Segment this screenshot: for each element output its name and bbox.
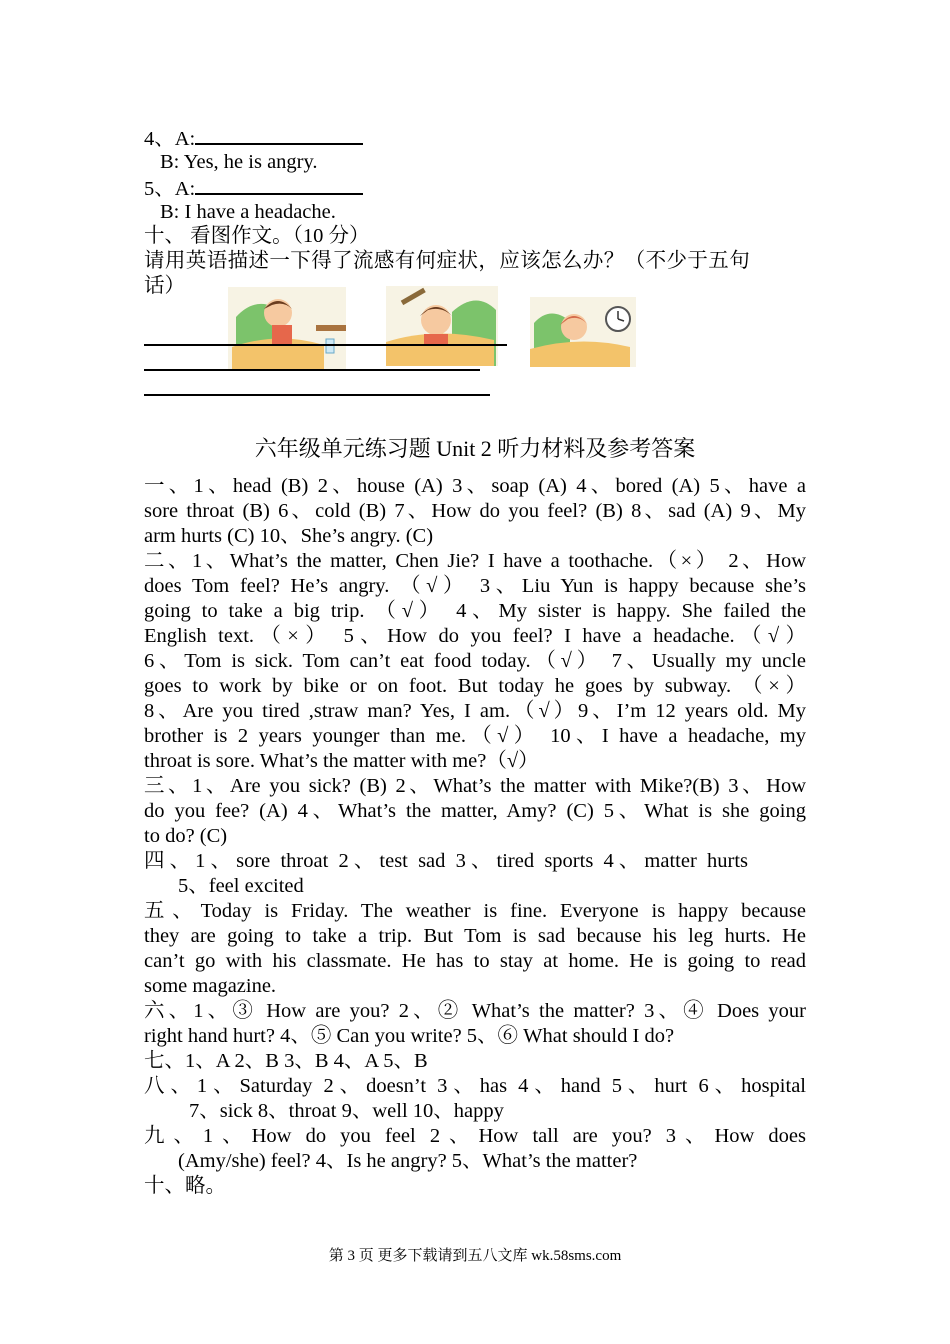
answer-blank[interactable] <box>195 175 363 195</box>
answer-line: 8、Are you tired ,straw man? Yes, I am.（√）9、I’m 12 years old. My <box>144 700 806 722</box>
question-4a: 4、A: <box>144 125 806 152</box>
answer-line: they are going to take a trip. But Tom is sad because his leg hurts. He <box>144 925 806 947</box>
answer-line: English text.（×） 5、How do you feel? I have a headache.（√） <box>144 625 806 647</box>
sick-boy-holding-head-illustration <box>386 286 498 366</box>
answer-line: 十、略。 <box>144 1175 226 1197</box>
sick-girl-by-clock-illustration <box>530 297 636 367</box>
answer-line: 六、1、③ How are you? 2、② What’s the matter? 3、④ Does your <box>144 1000 806 1022</box>
answer-line: 7、sick 8、throat 9、well 10、happy <box>189 1100 504 1122</box>
answer-line: right hand hurt? 4、⑤ Can you write? 5、⑥ What should I do? <box>144 1025 675 1047</box>
answer-line: 一、1、head (B) 2、house (A) 3、soap (A) 4、bored (A) 5、have a <box>144 475 806 497</box>
question-4b: B: Yes, he is angry. <box>160 151 318 173</box>
writing-line[interactable] <box>144 394 490 396</box>
page-footer: 第 3 页 更多下载请到五八文库 wk.58sms.com <box>328 1248 622 1264</box>
answer-line: does Tom feel? He’s angry. （√） 3、Liu Yun is happy because she’s <box>144 575 806 597</box>
writing-line[interactable] <box>144 344 507 346</box>
answer-line: 九、1、How do you feel 2、How tall are you? 3、How does <box>144 1125 806 1147</box>
sick-boy-in-bed-drinking-illustration <box>228 287 346 369</box>
answer-line: 二、1、What’s the matter, Chen Jie? I have a toothache.（×） 2、How <box>144 550 806 572</box>
section-10-title: 十、 看图作文。（10 分） <box>144 225 370 247</box>
answer-line: goes to work by bike or on foot. But today he goes by subway. （×） <box>144 675 806 697</box>
answer-line: going to take a big trip. （√） 4、My sister is happy. She failed the <box>144 600 806 622</box>
answer-line: 三、1、Are you sick? (B) 2、What’s the matter with Mike?(B) 3、How <box>144 775 806 797</box>
writing-line[interactable] <box>144 369 480 371</box>
question-5a: 5、A: <box>144 175 806 202</box>
answer-line: throat is sore. What’s the matter with me?（√） <box>144 750 539 772</box>
answer-line: 5、feel excited <box>178 875 304 897</box>
answer-line: sore throat (B) 6、cold (B) 7、How do you feel? (B) 8、sad (A) 9、My <box>144 500 806 522</box>
question-5b: B: I have a headache. <box>160 201 336 223</box>
section-10-prompt-cont: 话） <box>144 275 185 297</box>
answer-line: 五、Today is Friday. The weather is fine. Everyone is happy because <box>144 900 806 922</box>
answer-line: arm hurts (C) 10、She’s angry. (C) <box>144 525 434 547</box>
answers-title: 六年级单元练习题 Unit 2 听力材料及参考答案 <box>254 436 696 461</box>
answer-line: some magazine. <box>144 975 277 997</box>
answer-line: can’t go with his classmate. He has to stay at home. He is going to read <box>144 950 806 972</box>
answer-line: 四、1、sore throat 2、test sad 3、tired sports 4、matter hurts <box>144 850 748 872</box>
answer-line: to do? (C) <box>144 825 228 847</box>
answer-line: do you fee? (A) 4、What’s the matter, Amy? (C) 5、What is she going <box>144 800 806 822</box>
answer-line: (Amy/she) feel? 4、Is he angry? 5、What’s the matter? <box>178 1150 638 1172</box>
section-10-prompt: 请用英语描述一下得了流感有何症状，应该怎么办？（不少于五句 <box>144 250 751 272</box>
answer-line: 6、Tom is sick. Tom can’t eat food today.（√） 7、Usually my uncle <box>144 650 806 672</box>
answer-line: brother is 2 years younger than me.（√） 10、I have a headache, my <box>144 725 806 747</box>
answer-line: 七、1、A 2、B 3、B 4、A 5、B <box>144 1050 428 1072</box>
answer-blank[interactable] <box>195 125 363 145</box>
answer-line: 八、1、Saturday 2、doesn’t 3、has 4、hand 5、hurt 6、hospital <box>144 1075 806 1097</box>
